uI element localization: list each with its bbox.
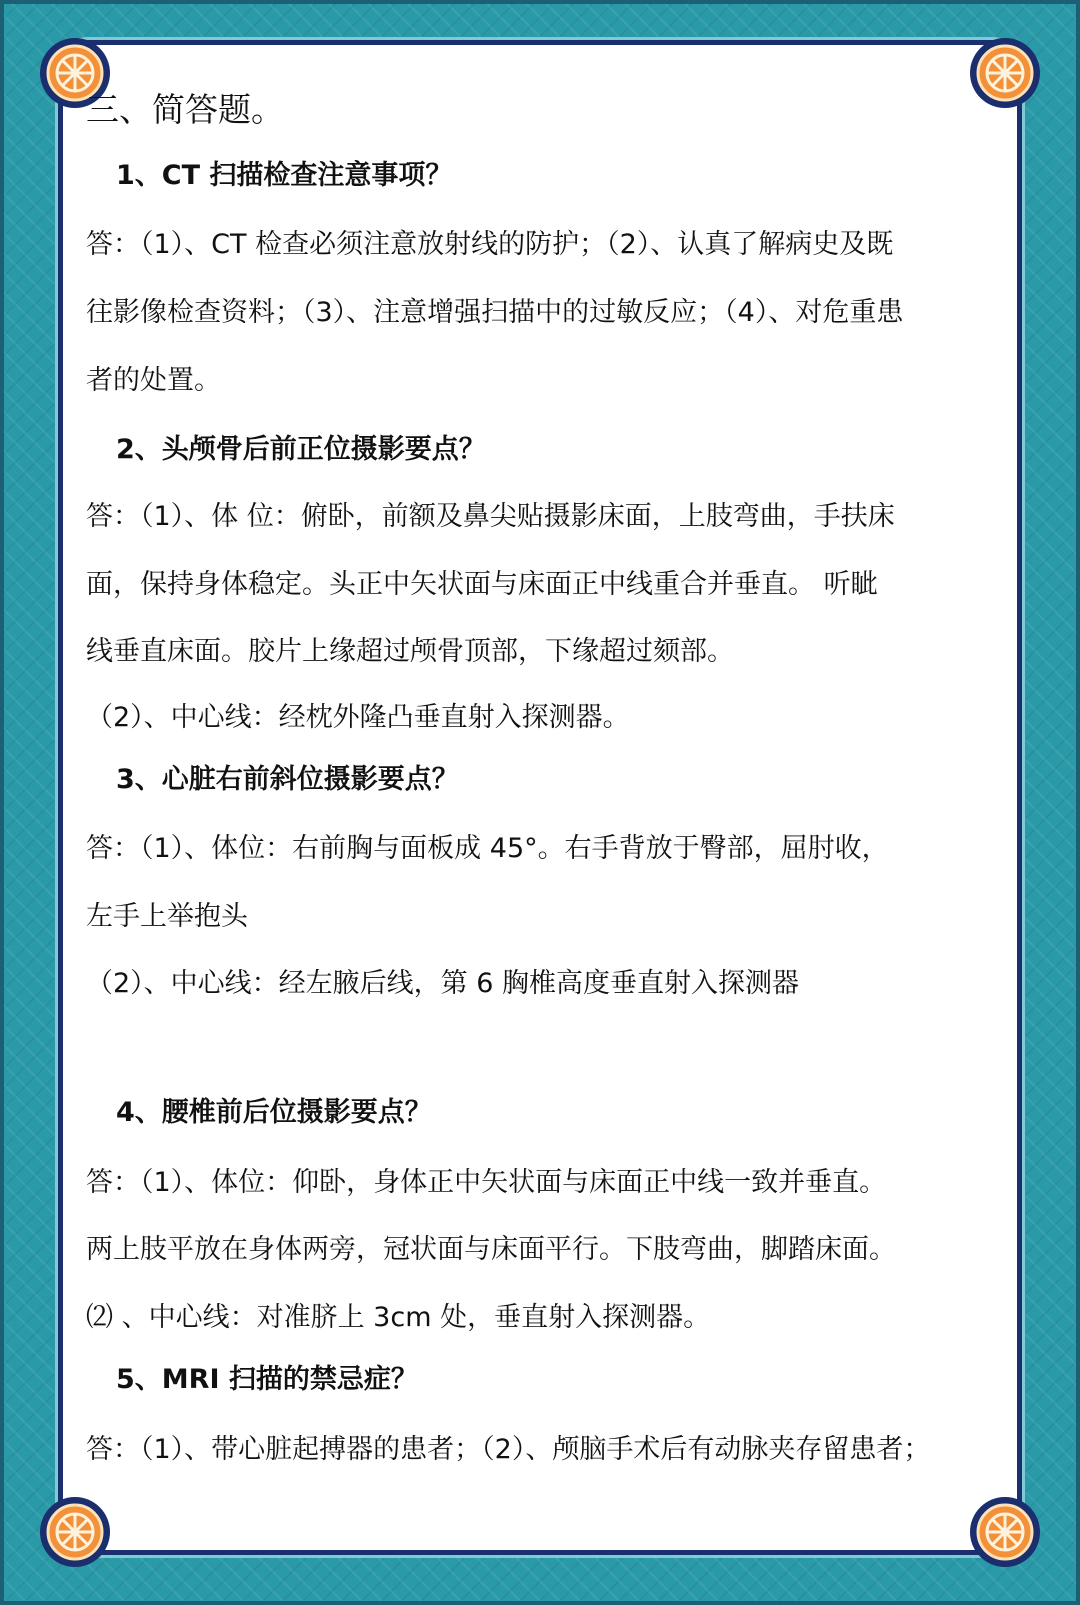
question-title: 1、CT 扫描检查注意事项？ [116,160,453,191]
corner-ornament-icon [970,1497,1040,1567]
corner-ornament-icon [40,1497,110,1567]
question-title: 4、腰椎前后位摄影要点？ [116,1097,432,1128]
answer-line: 答：（1）、带心脏起搏器的患者；（2）、颅脑手术后有动脉夹存留患者； [86,1434,931,1465]
answer-line: 线垂直床面。胶片上缘超过颅骨顶部，下缘超过颏部。 [86,636,734,667]
answer-line: 答：（1）、体位：右前胸与面板成 45°。右手背放于臀部，屈肘收， [86,833,889,864]
section-title: 三、简答题。 [86,90,284,129]
answer-line: 面，保持身体稳定。头正中矢状面与床面正中线重合并垂直。 听眦 [86,569,878,600]
answer-line: 往影像检查资料；（3）、注意增强扫描中的过敏反应；（4）、对危重患 [86,297,904,328]
answer-line: 者的处置。 [86,365,221,396]
answer-line: 答：（1）、体 位：俯卧，前额及鼻尖贴摄影床面，上肢弯曲，手扶床 [86,501,895,532]
answer-line: 答：（1）、CT 检查必须注意放射线的防护；（2）、认真了解病史及既 [86,229,894,260]
question-title: 5、MRI 扫描的禁忌症？ [116,1364,418,1395]
answer-line: （2）、中心线：经枕外隆凸垂直射入探测器。 [86,702,630,733]
question-title: 2、头颅骨后前正位摄影要点？ [116,434,486,465]
answer-line: 两上肢平放在身体两旁，冠状面与床面平行。下肢弯曲，脚踏床面。 [86,1234,896,1265]
answer-line: （2）、中心线：经左腋后线，第 6 胸椎高度垂直射入探测器 [86,968,800,999]
answer-line: ⑵ 、中心线：对准脐上 3cm 处，垂直射入探测器。 [86,1302,711,1333]
corner-ornament-icon [970,38,1040,108]
answer-line: 左手上举抱头 [86,901,248,932]
question-title: 3、心脏右前斜位摄影要点？ [116,764,459,795]
answer-line: 答：（1）、体位：仰卧，身体正中矢状面与床面正中线一致并垂直。 [86,1167,887,1198]
